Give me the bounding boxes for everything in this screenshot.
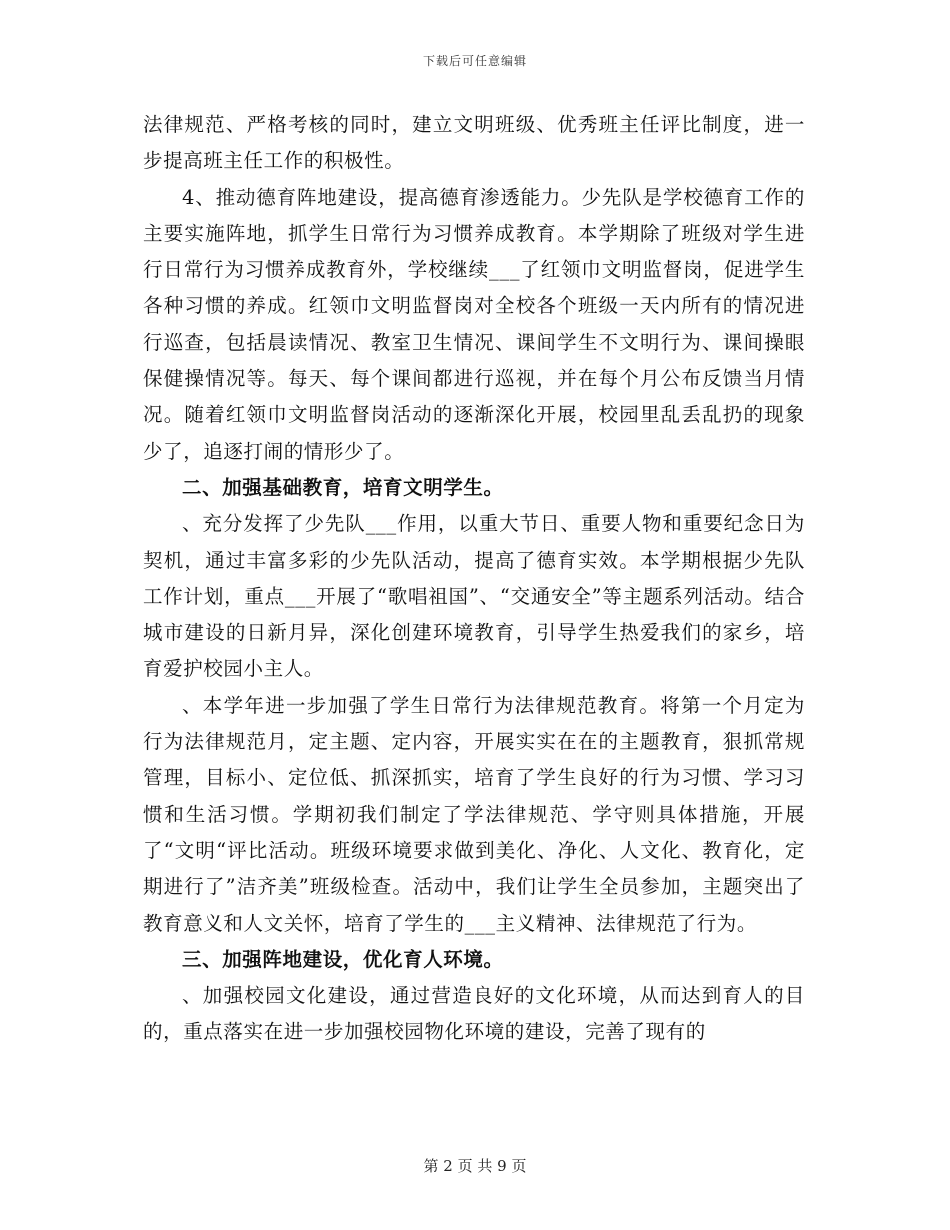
section-heading-basic-education: 二、加强基础教育，培育文明学生。 <box>182 475 504 499</box>
paragraph-young-pioneers: 、充分发挥了少先队___作用，以重大节日、重要人物和重要纪念日为契机，通过丰富多彩的少先队活动，提高了德育实效。本学期根据少先队工作计划，重点___开展了“歌唱祖国”、“交通安全”等主题系列活动。结合城市建设的日新月异，深化创建环境教育，引导学生热爱我们的家乡，培育爱护校园小主人。 <box>143 512 805 681</box>
paragraph-moral-education-base: 4、推动德育阵地建设，提高德育渗透能力。少先队是学校德育工作的主要实施阵地，抓学生日常行为习惯养成教育。本学期除了班级对学生进行日常行为习惯养成教育外，学校继续___了红领巾文明监督岗，促进学生各种习惯的养成。红领巾文明监督岗对全校各个班级一天内所有的情况进行巡查，包括晨读情况、教室卫生情况、课间学生不文明行为、课间操眼保健操情况等。每天、每个课间都进行巡视，并在每个月公布反馈当月情况。随着红领巾文明监督岗活动的逐渐深化开展，校园里乱丢乱扔的现象少了，追逐打闹的情形少了。 <box>143 185 805 463</box>
header-note: 下载后可任意编辑 <box>422 54 527 68</box>
paragraph-campus-culture: 、加强校园文化建设，通过营造良好的文化环境，从而达到育人的目的，重点落实在进一步加强校园物化环境的建设，完善了现有的 <box>143 984 805 1044</box>
page-number: 第 2 页 共 9 页 <box>423 1157 527 1175</box>
document-body <box>143 107 805 1051</box>
paragraph-continuation: 法律规范、严格考核的同时，建立文明班级、优秀班主任评比制度，进一步提高班主任工作的积极性。 <box>143 113 805 173</box>
paragraph-behavior-norms: 、本学年进一步加强了学生日常行为法律规范教育。将第一个月定为行为法律规范月，定主题、定内容，开展实实在在的主题教育，狠抓常规管理，目标小、定位低、抓深抓实，培育了学生良好的行为习惯、学习习惯和生活习惯。学期初我们制定了学法律规范、学守则具体措施，开展了“文明“评比活动。班级环境要求做到美化、净化、人文化、教育化，定期进行了”洁齐美”班级检查。活动中，我们让学生全员参加，主题突出了教育意义和人文关怀，培育了学生的___主义精神、法律规范了行为。 <box>143 693 805 935</box>
section-heading-campus-environment: 三、加强阵地建设，优化育人环境。 <box>182 947 504 971</box>
